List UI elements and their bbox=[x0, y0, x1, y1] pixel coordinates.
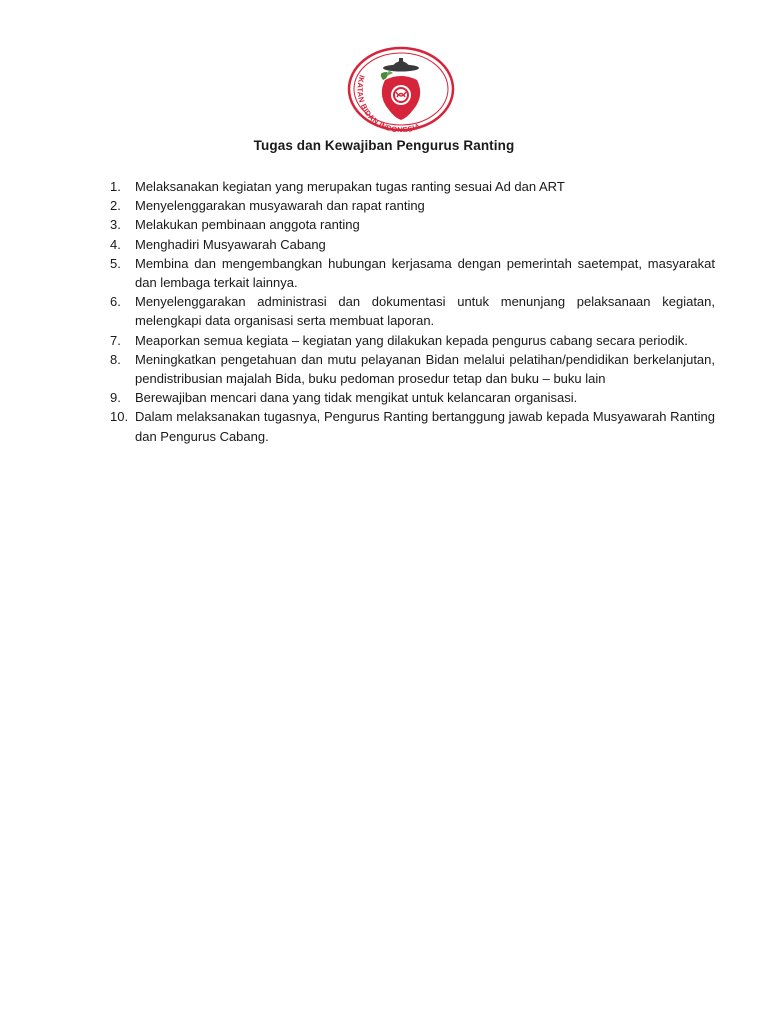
list-item bbox=[110, 292, 715, 330]
list-item-number: 8. bbox=[110, 351, 121, 367]
list-item bbox=[110, 196, 715, 215]
list-item-text: Menghadiri Musyawarah Cabang bbox=[135, 236, 326, 252]
logo-emblem bbox=[347, 46, 455, 132]
list-item-text: Melaksanakan kegiatan yang merupakan tugas ranting sesuai Ad dan ART bbox=[135, 179, 565, 194]
list-item bbox=[110, 407, 715, 445]
list-item bbox=[110, 350, 715, 388]
list-item-text: Berewajiban mencari dana yang tidak mengikat untuk kelancaran organisasi. bbox=[135, 390, 578, 406]
list-item-text: Membina dan mengembangkan hubungan kerjasama dengan pemerintah saetempat, masyarakat dan lembaga terkait lainnya. bbox=[135, 255, 715, 291]
list-item-number: 9. bbox=[110, 390, 121, 406]
ikatan-bidan-indonesia-logo bbox=[347, 46, 455, 132]
list-item-text: Menyelenggarakan administrasi dan dokumentasi untuk menunjang pelaksanaan kegiatan, melengkapi data organisasi serta membuat laporan. bbox=[135, 294, 715, 329]
list-item-number: 6. bbox=[110, 294, 121, 310]
list-item-text: Dalam melaksanakan tugasnya, Pengurus Ranting bertanggung jawab kepada Musyawarah Ranting dan Pengurus Cabang. bbox=[135, 409, 715, 444]
list-item bbox=[110, 215, 715, 234]
list-item-number: 3. bbox=[110, 217, 121, 233]
list-item-text: Melakukan pembinaan anggota ranting bbox=[135, 217, 360, 233]
list-item-number: 1. bbox=[110, 179, 121, 194]
list-item-number: 5. bbox=[110, 255, 121, 271]
list-item bbox=[110, 177, 715, 196]
list-item-number: 2. bbox=[110, 198, 121, 214]
list-item-number: 4. bbox=[110, 236, 121, 252]
list-item bbox=[110, 331, 715, 350]
list-item bbox=[110, 235, 715, 254]
list-item-text: Meaporkan semua kegiata – kegiatan yang dilakukan kepada pengurus cabang secara periodik. bbox=[135, 332, 688, 348]
duties-list bbox=[110, 177, 715, 446]
list-item-text: Menyelenggarakan musyawarah dan rapat ranting bbox=[135, 198, 425, 214]
logo-text: IKATAN BIDAN INDONESIA bbox=[355, 73, 422, 132]
list-item-text: Meningkatkan pengetahuan dan mutu pelayanan Bidan melalui pelatihan/pendidikan berkelanjutan, pendistribusian majalah Bida, buku pedoman prosedur tetap dan buku – buku lain bbox=[135, 351, 715, 387]
page-title: Tugas dan Kewajiban Pengurus Ranting bbox=[253, 138, 515, 153]
list-item bbox=[110, 388, 715, 407]
list-item-number: 7. bbox=[110, 332, 121, 348]
list-item-number: 10. bbox=[110, 409, 129, 425]
list-item bbox=[110, 254, 715, 292]
